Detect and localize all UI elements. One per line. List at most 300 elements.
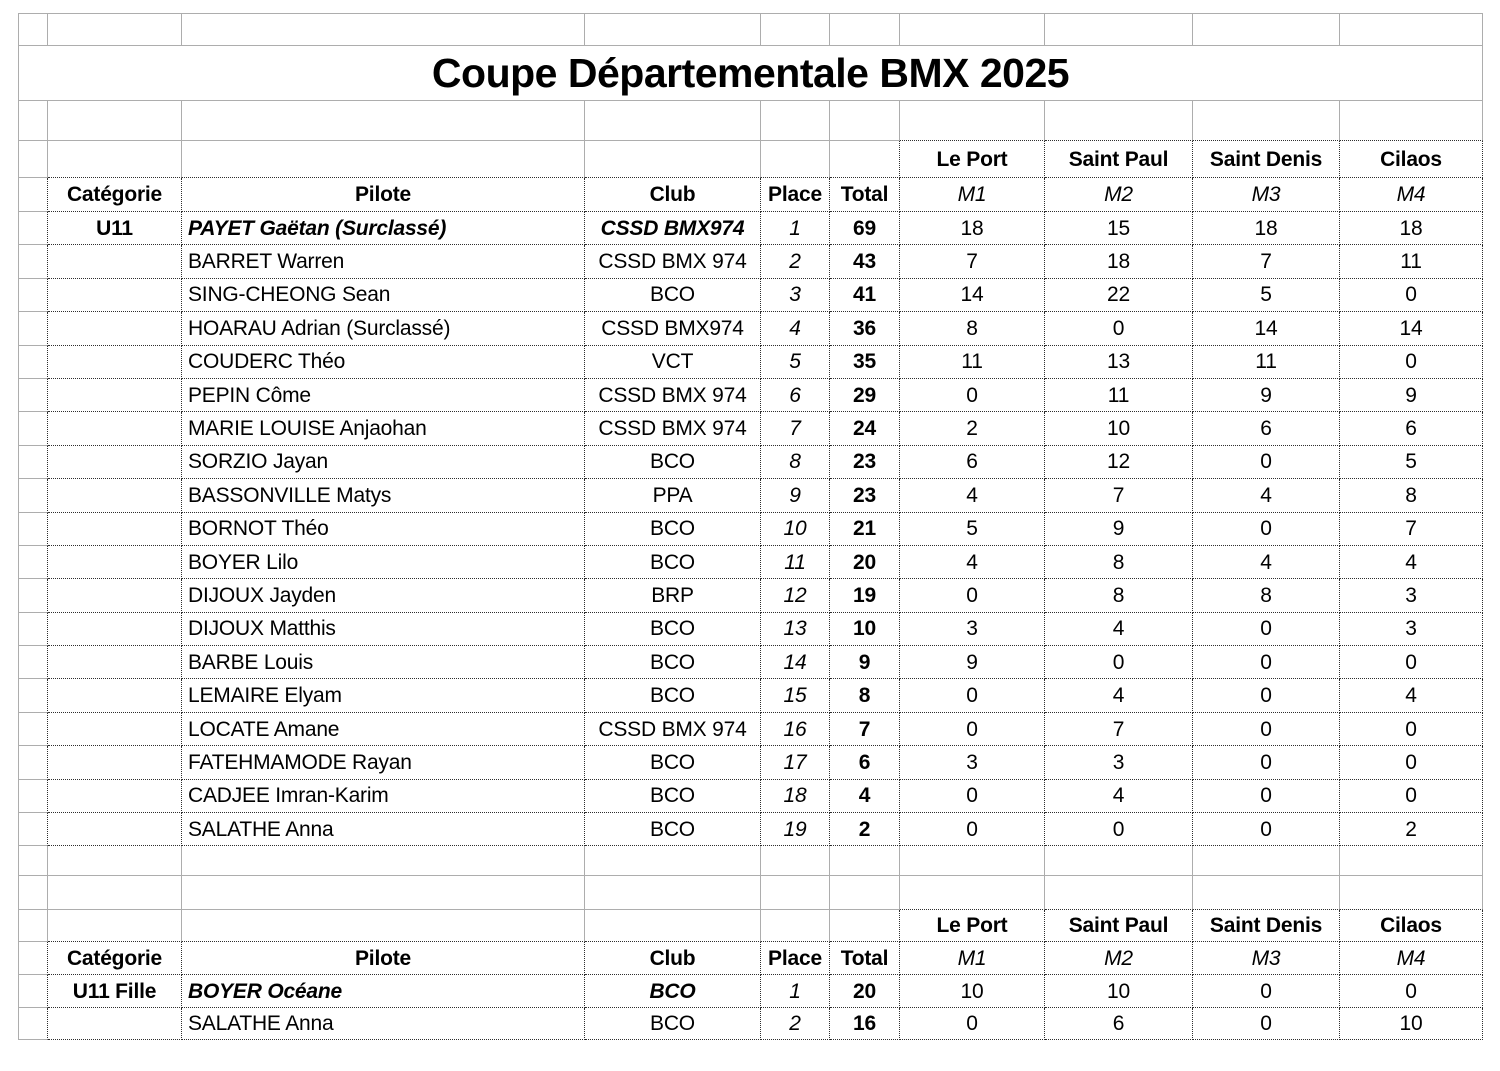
cell-club: BCO bbox=[585, 546, 761, 579]
cell-m4: 2 bbox=[1340, 813, 1483, 846]
cell-place: 19 bbox=[761, 813, 830, 846]
cell-m1: 18 bbox=[900, 212, 1045, 245]
cell-m3: 0 bbox=[1193, 679, 1340, 712]
cell-m1: 10 bbox=[900, 975, 1045, 1008]
empty-cell bbox=[1340, 101, 1483, 141]
cell-m4: 5 bbox=[1340, 446, 1483, 479]
cell-total: 20 bbox=[830, 975, 900, 1008]
cell-club: CSSD BMX 974 bbox=[585, 379, 761, 412]
cell-club: BCO bbox=[585, 975, 761, 1008]
cell-m2: 8 bbox=[1045, 579, 1193, 612]
table-row bbox=[18, 412, 1483, 445]
cell-m3: 8 bbox=[1193, 579, 1340, 612]
gutter-cell bbox=[18, 942, 48, 975]
gutter-cell bbox=[18, 346, 48, 379]
empty-cell bbox=[1045, 876, 1193, 910]
cell-m3: 4 bbox=[1193, 479, 1340, 512]
cell-m4: 14 bbox=[1340, 312, 1483, 345]
cell-category bbox=[48, 746, 182, 779]
cell-pilot: HOARAU Adrian (Surclassé) bbox=[182, 312, 585, 345]
empty-cell bbox=[761, 14, 830, 46]
cell-total: 41 bbox=[830, 279, 900, 312]
cell-category bbox=[48, 780, 182, 813]
cell-club: BCO bbox=[585, 513, 761, 546]
cell-m3: 0 bbox=[1193, 513, 1340, 546]
table-row bbox=[18, 813, 1483, 846]
header-m1: M1 bbox=[900, 178, 1045, 212]
cell-pilot: BORNOT Théo bbox=[182, 513, 585, 546]
table-row bbox=[18, 212, 1483, 245]
empty-cell bbox=[182, 910, 585, 942]
empty-cell bbox=[1193, 876, 1340, 910]
cell-m2: 9 bbox=[1045, 513, 1193, 546]
cell-m4: 18 bbox=[1340, 212, 1483, 245]
cell-category bbox=[48, 1008, 182, 1040]
table-row bbox=[18, 446, 1483, 479]
cell-m4: 0 bbox=[1340, 646, 1483, 679]
cell-m4: 4 bbox=[1340, 546, 1483, 579]
gutter-cell bbox=[18, 713, 48, 746]
cell-place: 9 bbox=[761, 479, 830, 512]
cell-m1: 0 bbox=[900, 780, 1045, 813]
cell-m1: 0 bbox=[900, 813, 1045, 846]
table-row bbox=[18, 975, 1483, 1008]
cell-place: 2 bbox=[761, 1008, 830, 1040]
table-row bbox=[18, 746, 1483, 779]
cell-pilot: LOCATE Amane bbox=[182, 713, 585, 746]
gutter-cell bbox=[18, 312, 48, 345]
cell-total: 23 bbox=[830, 479, 900, 512]
cell-pilot: BASSONVILLE Matys bbox=[182, 479, 585, 512]
cell-total: 35 bbox=[830, 346, 900, 379]
cell-category bbox=[48, 613, 182, 646]
gutter-cell bbox=[18, 245, 48, 278]
cell-category bbox=[48, 546, 182, 579]
gutter-cell bbox=[18, 910, 48, 942]
cell-place: 15 bbox=[761, 679, 830, 712]
table-row bbox=[18, 279, 1483, 312]
cell-club: BCO bbox=[585, 780, 761, 813]
cell-m1: 3 bbox=[900, 613, 1045, 646]
cell-place: 3 bbox=[761, 279, 830, 312]
cell-m1: 2 bbox=[900, 412, 1045, 445]
cell-m4: 10 bbox=[1340, 1008, 1483, 1040]
cell-m4: 8 bbox=[1340, 479, 1483, 512]
cell-m2: 7 bbox=[1045, 713, 1193, 746]
table-row bbox=[18, 513, 1483, 546]
header-club: Club bbox=[585, 178, 761, 212]
table-row bbox=[18, 479, 1483, 512]
empty-row bbox=[18, 876, 1483, 910]
cell-total: 10 bbox=[830, 613, 900, 646]
empty-cell bbox=[900, 14, 1045, 46]
table-row bbox=[18, 579, 1483, 612]
cell-m3: 0 bbox=[1193, 613, 1340, 646]
cell-pilot: DIJOUX Jayden bbox=[182, 579, 585, 612]
cell-m3: 6 bbox=[1193, 412, 1340, 445]
cell-pilot: SALATHE Anna bbox=[182, 813, 585, 846]
empty-cell bbox=[1193, 14, 1340, 46]
cell-m1: 6 bbox=[900, 446, 1045, 479]
empty-cell bbox=[830, 910, 900, 942]
cell-total: 19 bbox=[830, 579, 900, 612]
gutter-cell bbox=[18, 876, 48, 910]
table-row bbox=[18, 379, 1483, 412]
table-row bbox=[18, 713, 1483, 746]
header-m2: M2 bbox=[1045, 178, 1193, 212]
empty-cell bbox=[830, 846, 900, 876]
cell-m1: 5 bbox=[900, 513, 1045, 546]
empty-cell bbox=[900, 101, 1045, 141]
gutter-cell bbox=[18, 846, 48, 876]
cell-total: 2 bbox=[830, 813, 900, 846]
cell-m2: 4 bbox=[1045, 613, 1193, 646]
empty-cell bbox=[585, 14, 761, 46]
cell-m4: 7 bbox=[1340, 513, 1483, 546]
gutter-cell bbox=[18, 379, 48, 412]
gutter-cell bbox=[18, 279, 48, 312]
gutter-cell bbox=[18, 101, 48, 141]
cell-place: 13 bbox=[761, 613, 830, 646]
header-m3: M3 bbox=[1193, 942, 1340, 975]
empty-cell bbox=[48, 876, 182, 910]
cell-total: 23 bbox=[830, 446, 900, 479]
table-row bbox=[18, 546, 1483, 579]
cell-total: 8 bbox=[830, 679, 900, 712]
cell-m2: 0 bbox=[1045, 813, 1193, 846]
cell-pilot: BOYER Océane bbox=[182, 975, 585, 1008]
cell-m4: 0 bbox=[1340, 279, 1483, 312]
cell-total: 43 bbox=[830, 245, 900, 278]
cell-pilot: SORZIO Jayan bbox=[182, 446, 585, 479]
cell-m3: 0 bbox=[1193, 975, 1340, 1008]
cell-category bbox=[48, 713, 182, 746]
header-pilot: Pilote bbox=[182, 178, 585, 212]
header-m1: M1 bbox=[900, 942, 1045, 975]
empty-cell bbox=[900, 846, 1045, 876]
gutter-cell bbox=[18, 14, 48, 46]
cell-category bbox=[48, 479, 182, 512]
header-m4: M4 bbox=[1340, 178, 1483, 212]
cell-total: 69 bbox=[830, 212, 900, 245]
empty-cell bbox=[830, 14, 900, 46]
cell-m3: 0 bbox=[1193, 746, 1340, 779]
empty-cell bbox=[900, 876, 1045, 910]
cell-category bbox=[48, 312, 182, 345]
cell-place: 8 bbox=[761, 446, 830, 479]
gutter-cell bbox=[18, 178, 48, 212]
cell-m1: 4 bbox=[900, 546, 1045, 579]
cell-club: BCO bbox=[585, 813, 761, 846]
gutter-cell bbox=[18, 446, 48, 479]
empty-cell bbox=[830, 876, 900, 910]
cell-category bbox=[48, 646, 182, 679]
table-row bbox=[18, 245, 1483, 278]
cell-m3: 9 bbox=[1193, 379, 1340, 412]
cell-total: 9 bbox=[830, 646, 900, 679]
cell-total: 16 bbox=[830, 1008, 900, 1040]
cell-pilot: COUDERC Théo bbox=[182, 346, 585, 379]
cell-pilot: DIJOUX Matthis bbox=[182, 613, 585, 646]
cell-m4: 9 bbox=[1340, 379, 1483, 412]
table-row bbox=[18, 780, 1483, 813]
cell-place: 17 bbox=[761, 746, 830, 779]
cell-m3: 14 bbox=[1193, 312, 1340, 345]
cell-m4: 0 bbox=[1340, 746, 1483, 779]
gutter-cell bbox=[18, 479, 48, 512]
cell-club: CSSD BMX974 bbox=[585, 212, 761, 245]
cell-m2: 11 bbox=[1045, 379, 1193, 412]
gutter-cell bbox=[18, 679, 48, 712]
empty-cell bbox=[1045, 14, 1193, 46]
empty-row bbox=[18, 14, 1483, 46]
cell-total: 21 bbox=[830, 513, 900, 546]
empty-cell bbox=[48, 101, 182, 141]
empty-cell bbox=[1193, 101, 1340, 141]
cell-m1: 14 bbox=[900, 279, 1045, 312]
results-spreadsheet bbox=[18, 13, 1483, 1040]
cell-m2: 13 bbox=[1045, 346, 1193, 379]
cell-m1: 0 bbox=[900, 713, 1045, 746]
cell-club: CSSD BMX 974 bbox=[585, 245, 761, 278]
empty-cell bbox=[761, 141, 830, 178]
cell-m3: 0 bbox=[1193, 446, 1340, 479]
empty-cell bbox=[585, 910, 761, 942]
cell-club: BCO bbox=[585, 279, 761, 312]
cell-category bbox=[48, 579, 182, 612]
gutter-cell bbox=[18, 975, 48, 1008]
gutter-cell bbox=[18, 780, 48, 813]
cell-m1: 9 bbox=[900, 646, 1045, 679]
empty-cell bbox=[761, 846, 830, 876]
cell-m2: 0 bbox=[1045, 312, 1193, 345]
cell-total: 7 bbox=[830, 713, 900, 746]
cell-place: 2 bbox=[761, 245, 830, 278]
cell-m4: 11 bbox=[1340, 245, 1483, 278]
cell-total: 24 bbox=[830, 412, 900, 445]
cell-m2: 7 bbox=[1045, 479, 1193, 512]
cell-m4: 6 bbox=[1340, 412, 1483, 445]
header-place: Place bbox=[761, 178, 830, 212]
empty-cell bbox=[182, 101, 585, 141]
cell-m2: 4 bbox=[1045, 780, 1193, 813]
empty-cell bbox=[182, 141, 585, 178]
venue-header-4: Cilaos bbox=[1340, 910, 1483, 942]
empty-cell bbox=[1340, 846, 1483, 876]
header-category: Catégorie bbox=[48, 178, 182, 212]
cell-club: BCO bbox=[585, 646, 761, 679]
cell-total: 36 bbox=[830, 312, 900, 345]
cell-category bbox=[48, 379, 182, 412]
table-row bbox=[18, 646, 1483, 679]
cell-place: 1 bbox=[761, 212, 830, 245]
table-row bbox=[18, 679, 1483, 712]
cell-m4: 3 bbox=[1340, 613, 1483, 646]
cell-m2: 10 bbox=[1045, 975, 1193, 1008]
cell-category bbox=[48, 513, 182, 546]
header-club: Club bbox=[585, 942, 761, 975]
empty-cell bbox=[1045, 846, 1193, 876]
cell-m4: 0 bbox=[1340, 975, 1483, 1008]
empty-cell bbox=[761, 876, 830, 910]
cell-club: BCO bbox=[585, 746, 761, 779]
venue-header-3: Saint Denis bbox=[1193, 141, 1340, 178]
gutter-cell bbox=[18, 412, 48, 445]
cell-m1: 3 bbox=[900, 746, 1045, 779]
cell-total: 20 bbox=[830, 546, 900, 579]
cell-place: 14 bbox=[761, 646, 830, 679]
cell-m1: 7 bbox=[900, 245, 1045, 278]
cell-pilot: PAYET Gaëtan (Surclassé) bbox=[182, 212, 585, 245]
cell-m3: 11 bbox=[1193, 346, 1340, 379]
cell-m1: 0 bbox=[900, 679, 1045, 712]
cell-pilot: SALATHE Anna bbox=[182, 1008, 585, 1040]
empty-cell bbox=[585, 101, 761, 141]
empty-cell bbox=[830, 141, 900, 178]
cell-pilot: BARRET Warren bbox=[182, 245, 585, 278]
cell-m4: 0 bbox=[1340, 713, 1483, 746]
cell-m2: 10 bbox=[1045, 412, 1193, 445]
cell-m4: 0 bbox=[1340, 780, 1483, 813]
cell-club: BCO bbox=[585, 613, 761, 646]
cell-m3: 0 bbox=[1193, 1008, 1340, 1040]
column-header-row bbox=[18, 942, 1483, 975]
empty-cell bbox=[48, 14, 182, 46]
empty-cell bbox=[830, 101, 900, 141]
cell-m2: 4 bbox=[1045, 679, 1193, 712]
venue-header-row bbox=[18, 141, 1483, 178]
empty-cell bbox=[1340, 876, 1483, 910]
cell-club: BCO bbox=[585, 446, 761, 479]
empty-cell bbox=[48, 141, 182, 178]
cell-place: 4 bbox=[761, 312, 830, 345]
empty-cell bbox=[182, 14, 585, 46]
empty-cell bbox=[182, 876, 585, 910]
gutter-cell bbox=[18, 579, 48, 612]
header-total: Total bbox=[830, 178, 900, 212]
cell-m3: 5 bbox=[1193, 279, 1340, 312]
empty-cell bbox=[585, 141, 761, 178]
cell-place: 6 bbox=[761, 379, 830, 412]
cell-m4: 0 bbox=[1340, 346, 1483, 379]
cell-club: VCT bbox=[585, 346, 761, 379]
cell-m3: 0 bbox=[1193, 646, 1340, 679]
gutter-cell bbox=[18, 141, 48, 178]
cell-place: 18 bbox=[761, 780, 830, 813]
cell-pilot: PEPIN Côme bbox=[182, 379, 585, 412]
cell-place: 12 bbox=[761, 579, 830, 612]
cell-m3: 7 bbox=[1193, 245, 1340, 278]
header-m3: M3 bbox=[1193, 178, 1340, 212]
empty-cell bbox=[1193, 846, 1340, 876]
gutter-cell bbox=[18, 1008, 48, 1040]
empty-cell bbox=[1045, 101, 1193, 141]
cell-m3: 0 bbox=[1193, 713, 1340, 746]
gutter-cell bbox=[18, 212, 48, 245]
gutter-cell bbox=[18, 646, 48, 679]
cell-m2: 6 bbox=[1045, 1008, 1193, 1040]
cell-m4: 3 bbox=[1340, 579, 1483, 612]
cell-place: 16 bbox=[761, 713, 830, 746]
cell-club: BCO bbox=[585, 679, 761, 712]
cell-pilot: MARIE LOUISE Anjaohan bbox=[182, 412, 585, 445]
cell-club: BCO bbox=[585, 1008, 761, 1040]
venue-header-2: Saint Paul bbox=[1045, 910, 1193, 942]
cell-pilot: BARBE Louis bbox=[182, 646, 585, 679]
cell-pilot: CADJEE Imran-Karim bbox=[182, 780, 585, 813]
empty-cell bbox=[761, 101, 830, 141]
cell-total: 4 bbox=[830, 780, 900, 813]
title-row bbox=[18, 46, 1483, 101]
table-row bbox=[18, 1008, 1483, 1040]
cell-m4: 4 bbox=[1340, 679, 1483, 712]
cell-m3: 4 bbox=[1193, 546, 1340, 579]
cell-m2: 15 bbox=[1045, 212, 1193, 245]
cell-m1: 0 bbox=[900, 1008, 1045, 1040]
empty-cell bbox=[48, 846, 182, 876]
cell-category bbox=[48, 346, 182, 379]
header-place: Place bbox=[761, 942, 830, 975]
cell-club: CSSD BMX 974 bbox=[585, 713, 761, 746]
gutter-cell bbox=[18, 613, 48, 646]
header-pilot: Pilote bbox=[182, 942, 585, 975]
cell-m3: 0 bbox=[1193, 780, 1340, 813]
empty-cell bbox=[761, 910, 830, 942]
cell-place: 11 bbox=[761, 546, 830, 579]
venue-header-1: Le Port bbox=[900, 141, 1045, 178]
venue-header-3: Saint Denis bbox=[1193, 910, 1340, 942]
cell-place: 7 bbox=[761, 412, 830, 445]
venue-header-4: Cilaos bbox=[1340, 141, 1483, 178]
cell-pilot: SING-CHEONG Sean bbox=[182, 279, 585, 312]
cell-category: U11 bbox=[48, 212, 182, 245]
cell-category bbox=[48, 679, 182, 712]
cell-pilot: BOYER Lilo bbox=[182, 546, 585, 579]
header-total: Total bbox=[830, 942, 900, 975]
table-row bbox=[18, 312, 1483, 345]
cell-club: BRP bbox=[585, 579, 761, 612]
cell-m2: 3 bbox=[1045, 746, 1193, 779]
venue-header-2: Saint Paul bbox=[1045, 141, 1193, 178]
empty-row bbox=[18, 846, 1483, 876]
cell-total: 29 bbox=[830, 379, 900, 412]
cell-m3: 18 bbox=[1193, 212, 1340, 245]
header-m4: M4 bbox=[1340, 942, 1483, 975]
cell-m3: 0 bbox=[1193, 813, 1340, 846]
cell-m1: 8 bbox=[900, 312, 1045, 345]
table-row bbox=[18, 613, 1483, 646]
cell-club: CSSD BMX 974 bbox=[585, 412, 761, 445]
header-category: Catégorie bbox=[48, 942, 182, 975]
empty-cell bbox=[48, 910, 182, 942]
cell-place: 10 bbox=[761, 513, 830, 546]
cell-category bbox=[48, 245, 182, 278]
cell-category bbox=[48, 279, 182, 312]
cell-m2: 12 bbox=[1045, 446, 1193, 479]
cell-m2: 8 bbox=[1045, 546, 1193, 579]
table-row bbox=[18, 346, 1483, 379]
cell-category: U11 Fille bbox=[48, 975, 182, 1008]
cell-m1: 4 bbox=[900, 479, 1045, 512]
cell-m1: 11 bbox=[900, 346, 1045, 379]
cell-category bbox=[48, 446, 182, 479]
cell-category bbox=[48, 813, 182, 846]
empty-cell bbox=[182, 846, 585, 876]
cell-m2: 0 bbox=[1045, 646, 1193, 679]
cell-club: PPA bbox=[585, 479, 761, 512]
cell-club: CSSD BMX974 bbox=[585, 312, 761, 345]
cell-m1: 0 bbox=[900, 579, 1045, 612]
